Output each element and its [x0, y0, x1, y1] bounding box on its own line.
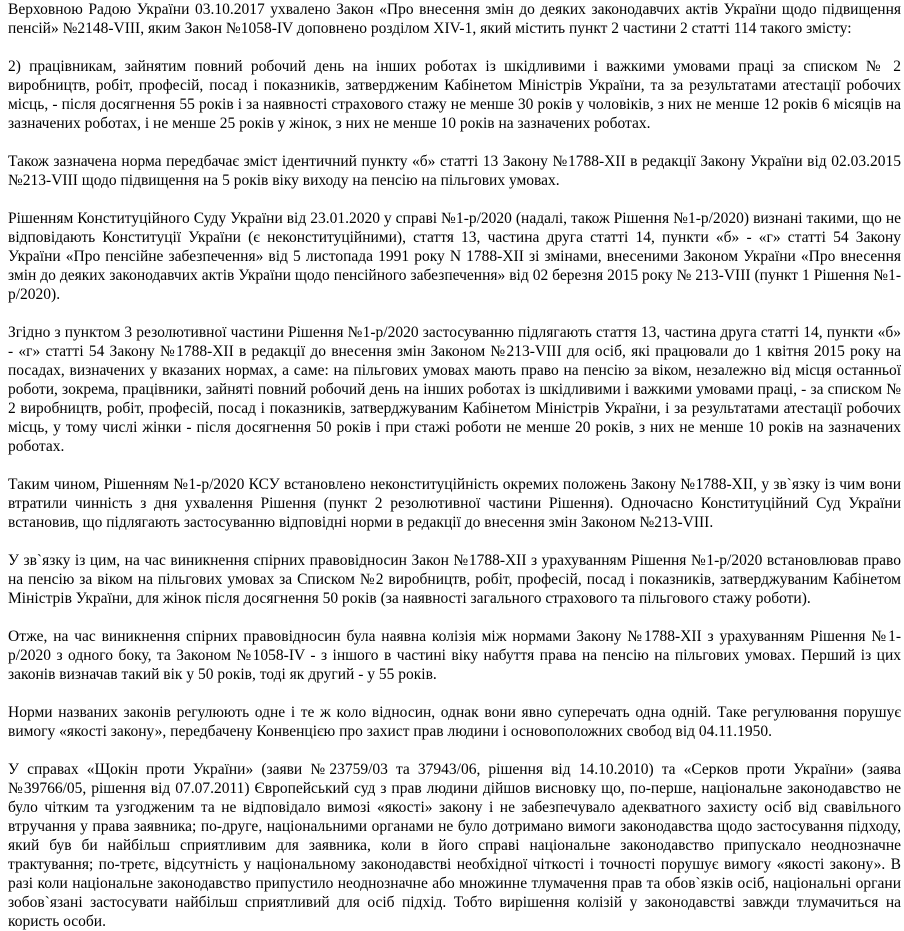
- paragraph-resolution-point-3: Згідно з пунктом 3 резолютивної частини Рішення №1-р/2020 застосуванню підлягають стаття 13, частина друга статті 14, пункти «б» - «г» статті 54 Закону №1788-XII в редакції до внесення змін Законом №213-VIII для осіб, які працювали до 1 квітня 2015 року на посадах, визначених у вказаних нормах, а саме: на пільгових умовах мають право на пенсію за віком, незалежно від місця останньої роботи, зокрема, працівники, зайняті повний робочий день на інших роботах із шкідливими і важкими умовами праці, - за списком № 2 виробництв, робіт, професій, посад і показників, затверджуваним Кабінетом Міністрів України, і за результатами атестації робочих місць, у тому числі жінки - після досягнення 50 років і при стажі роботи не менше 20 років, з них не менше 10 років на зазначених роботах.: [8, 324, 901, 455]
- paragraph-norm-identity: Також зазначена норма передбачає зміст ідентичний пункту «б» статті 13 Закону №1788-XII в редакції Закону України від 02.03.2015 №213-VIII щодо підвищення на 5 років віку виходу на пенсію на пільгових умовах.: [8, 153, 901, 189]
- paragraph-constitutional-court-decision: Рішенням Конституційного Суду України від 23.01.2020 у справі №1-р/2020 (надалі, також Рішення №1-р/2020) визнані такими, що не відповідають Конституції України (є неконституційними), стаття 13, частина друга статті 14, пункти «б» - «г» статті 54 Закону України «Про пенсійне забезпечення» від 5 листопада 1991 року N 1788-XII зі змінами, внесеними Законом України «Про внесення змін до деяких законодавчих актів України щодо пенсійного забезпечення» від 02 березня 2015 року № 213-VIII (пункт 1 Рішення №1-р/2020).: [8, 210, 901, 303]
- paragraph-collision: Отже, на час виникнення спірних правовідносин була наявна колізія між нормами Закону №1788-XII з урахуванням Рішення №1-р/2020 з одного боку, та Законом №1058-IV - з іншого в частині віку набуття права на пенсію на пільгових умовах. Перший із цих законів визначав такий вік у 50 років, тоді як другий - у 55 років.: [8, 628, 901, 683]
- paragraph-list-2-workers: 2) працівникам, зайнятим повний робочий день на інших роботах із шкідливими і важкими умовами праці за списком № 2 виробництв, робіт, професій, посад і показників, затвердженим Кабінетом Міністрів України, та за результатами атестації робочих місць, - після досягнення 55 років і за наявності страхового стажу не менше 30 років у чоловіків, з них не менше 12 років 6 місяців на зазначених роботах, і не менше 25 років у жінок, з них не менше 10 років на зазначених роботах.: [8, 58, 901, 132]
- paragraph-law-2148: Верховною Радою України 03.10.2017 ухвалено Закон «Про внесення змін до деяких законодавчих актів України щодо підвищення пенсій» №2148-VIII, яким Закон №1058-IV доповнено розділом XIV-1, який містить пункт 2 частини 2 статті 114 такого змісту:: [8, 1, 901, 37]
- paragraph-echr-cases: У справах «Щокін проти України» (заяви №23759/03 та 37943/06, рішення від 14.10.2010) та «Серков проти України» (заява №39766/05, рішення від 07.07.2011) Європейський суд з прав людини дійшов висновку що, по-перше, національне законодавство не було чітким та узгодженим та не відповідало вимозі «якості» закону і не забезпечувало адекватного захисту осіб від свавільного втручання у права заявника; по-друге, національними органами не було дотримано вимоги законодавства щодо застосування підходу, який був би найбільш сприятливим для заявника, коли в його справі національне законодавство припускало неоднозначне трактування; по-третє, відсутність у національному законодавстві необхідної чіткості і точності порушує вимогу «якості закону». В разі коли національне законодавство припустило неоднозначне або множинне тлумачення прав та обов`язків осіб, національні органи зобов`язані застосувати найбільш сприятливий для осіб підхід. Тобто вирішення колізій у законодавстві завжди тлумачиться на користь особи.: [8, 761, 901, 930]
- paragraph-quality-of-law: Норми названих законів регулюють одне і те ж коло відносин, однак вони явно суперечать одна одній. Таке регулювання порушує вимогу «якості закону», передбачену Конвенцією про захист прав людини і основоположних свобод від 04.11.1950.: [8, 704, 901, 740]
- paragraph-unconstitutionality: Таким чином, Рішенням №1-р/2020 КСУ встановлено неконституційність окремих положень Закону №1788-XII, у зв`язку із чим вони втратили чинність з дня ухвалення Рішення (пункт 2 резолютивної частини Рішення). Одночасно Конституційний Суд України встановив, що підлягають застосуванню відповідні норми в редакції до внесення змін Законом №213-VIII.: [8, 476, 901, 531]
- paragraph-pension-right: У зв`язку із цим, на час виникнення спірних правовідносин Закон №1788-XII з урахуванням Рішення №1-р/2020 встановлював право на пенсію за віком на пільгових умовах за Списком №2 виробництв, робіт, професій, посад і показників, затверджуваним Кабінетом Міністрів України, для жінок після досягнення 50 років (за наявності загального страхового та пільгового стажу роботи).: [8, 552, 901, 607]
